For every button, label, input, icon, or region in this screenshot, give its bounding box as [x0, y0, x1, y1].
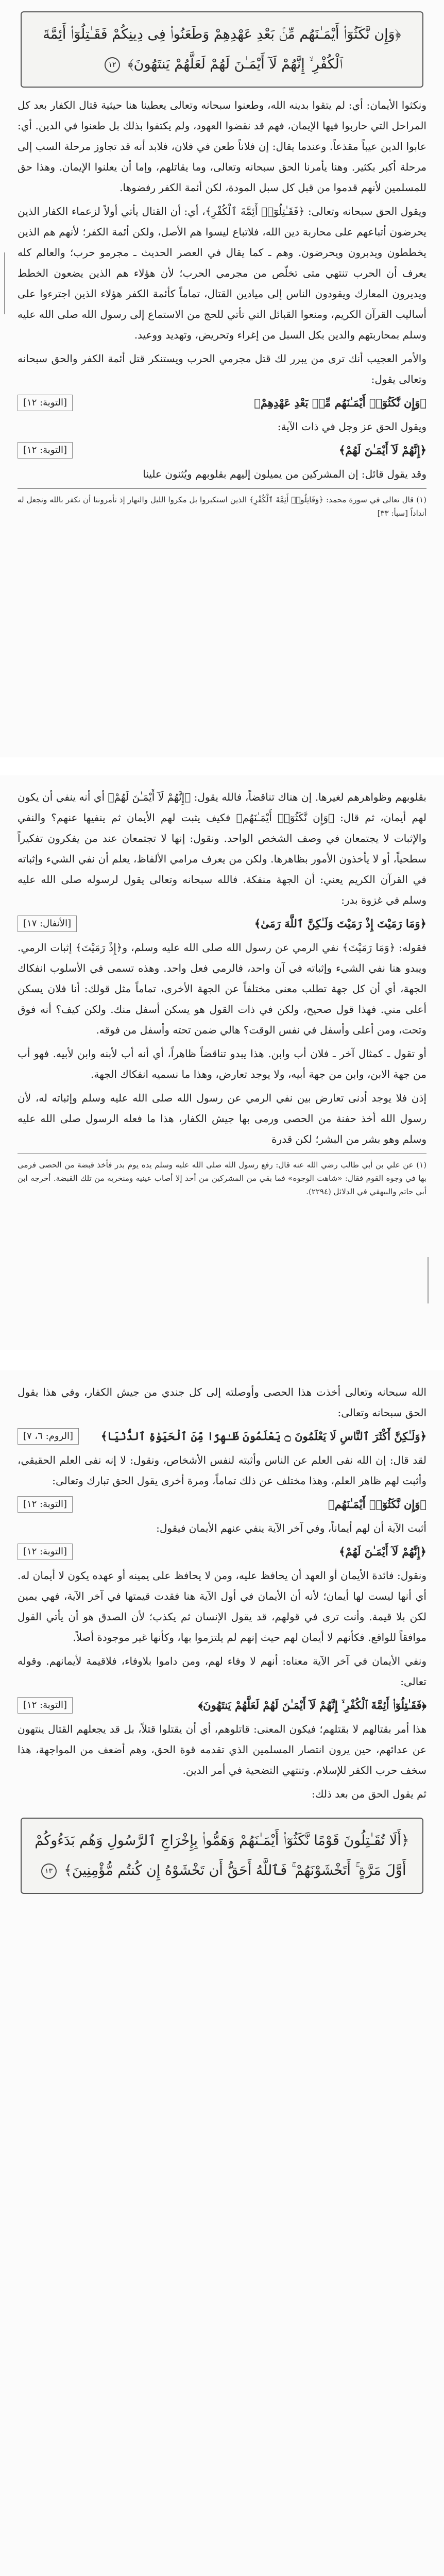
book-page-3 — [0, 1370, 444, 2576]
margin-mark — [428, 1257, 429, 1303]
paragraph: بقلوبهم وظواهرهم لغيرها. إن هناك تناقضاً، فالله يقول: ﴿إِنَّهُمْ لَآ أَيْمَـٰنَ لَهُمْ﴾ أي أنه ينفي أن يكون لهم أيمان، ثم قال: ﴿وَإِن نَّكَثُوٓا۟ أَيْمَـٰنَهُم﴾ فكيف يثبت لهم الأيمان ثم ينفيها عنهم؟ والنفي والإثبات لا يجتمعان في وصف الشخص الواحد. ونقول: إنها لا تجتمعان عند من يفكرون تفكيراً سطحياً، أو لا يأخذون الأمور بظاهرها. ولكن من يعرف مرامي الألفاظ، يعلم أن نفي الشيء وإثباته في القرآن الكريم يعني: أن الجهة منفكة. فالله سبحانه وتعالى يقول لرسوله صلى الله عليه وسلم في غزوة بدر: — [18, 791, 426, 906]
paragraph: الله سبحانه وتعالى أخذت هذا الحصى وأوصلته إلى كل جندي من جيش الكفار، وفي هذا يقول الحق سبحانه وتعالى: — [18, 1386, 426, 1419]
quote-reference: [التوبة: ١٢] — [18, 442, 73, 459]
quote-text: ﴿إِنَّهُمْ لَآ أَيْمَـٰنَ لَهُمْ﴾ — [339, 444, 426, 456]
quote-row — [18, 1494, 426, 1515]
paragraph: أو تقول ـ كمثال آخر ـ فلان أب وابن. هذا يبدو تناقضاً ظاهراً، أي أنه أب لأبنه وابن لأبيه. فهو أب من جهة الابن، وابن من جهة أبيه، ولا يوجد تعارض، وهذا ما نسميه انفكاك الجهة. — [18, 1047, 426, 1080]
quote-reference: [التوبة: ١٢] — [18, 1544, 73, 1560]
verse-number-ornament: ١٣ — [41, 1863, 57, 1879]
paragraph: ويقول الحق سبحانه وتعالى: ﴿فَقَـٰتِلُوٓا۟ أَئِمَّةَ ٱلْكُفْرِ﴾، أي: أن القتال يأتي أولاً لزعماء الكفار الذين يحرضون أتباعهم على محاربة دين الله، فلاتباع ليسوا هم الأصل، ولكن أئمة الكفر؛ لأنهم هم الذين يخططون ويدبرون ويحرضون. وهم ـ كما يقال في العصر الحديث ـ مجرمو حرب؛ والعالم كله يعرف أن الحرب تنتهي متى تخلّص من مجرمي الحرب؛ لأن هؤلاء هم الذين يضعون الخطط ويديرون المعارك ويقودون الناس إلى ميادين القتال، تماماً كأئمة الكفر هؤلاء الذين اجترءوا على أساليب القرآن الكريم، ومنعوا القبائل التي تأتي للحج من الاستماع إلى رسول الله صلى الله عليه وسلم بمحاربتهم والدين بكل السبل من إغراء وتحريض، وتهديد ووعيد. — [18, 205, 426, 341]
book-page-2 — [0, 775, 444, 1350]
paragraph: ونفي الأيمان في آخر الآية معناه: أنهم لا وفاء لهم، ومن داموا بلاوفاء، فلاقيمة لأيمانهم. وقوله تعالى: — [18, 1655, 426, 1688]
paragraph: لقد قال: إن الله نفى العلم عن الناس وأثبته لنفس الأشخاص، ونقول: لا إنه نفى العلم الحقيقي، وأثبت لهم ظاهر العلم، وهذا مختلف عن ذلك تماماً، ومرة أخرى يقول الحق تبارك وتعالى: — [18, 1454, 426, 1487]
quote-text: ﴿فَقَـٰتِلُوٓا۟ أَئِمَّةَ ٱلْكُفْرِ ۙ إِنَّهُمْ لَآ أَيْمَـٰنَ لَهُمْ لَعَلَّهُمْ يَنتَهُونَ﴾ — [198, 1699, 426, 1711]
footnote: (١) قال تعالى في سورة محمد: ﴿وَقَاتِلُوا۟ أَئِمَّةَ ٱلْكُفْرِ﴾ الذين استكبروا بل مكروا الليل والنهار إذ تأمروننا أن نكفر بالله ونجعل له أنداداً [سبأ: ٣٣] — [18, 495, 426, 518]
quote-reference: [التوبة: ١٢] — [18, 1697, 73, 1714]
quote-row — [18, 393, 426, 413]
quote-row — [18, 440, 426, 461]
page-body — [0, 1370, 444, 1804]
paragraph: وقد يقول قائل: إن المشركين من يميلون إليهم بقلوبهم ويُثنون علينا — [143, 468, 426, 480]
quote-row — [18, 913, 426, 934]
book-page-1 — [0, 0, 444, 757]
verse-banner — [21, 11, 423, 88]
page-body — [0, 95, 444, 484]
quote-text: ﴿وَإِن نَّكَثُوٓا۟ أَيْمَـٰنَهُم مِّنۢ بَعْدِ عَهْدِهِمْ﴾ — [254, 396, 426, 409]
paragraph: إذن فلا يوجد أدنى تعارض بين نفي الرمي عن رسول الله صلى الله عليه وسلم وإثباته له، لأن رسول الله أخذ حفنة من الحصى ورمى بها جيش الكفار، هذا ما فعله الرسول صلى الله عليه وسلم وهو بشر من البشر؛ لكن قدرة — [18, 1092, 426, 1145]
quote-text: ﴿وَإِن نَّكَثُوٓا۟ أَيْمَـٰنَهُم﴾ — [328, 1498, 426, 1511]
verse-text: ﴿أَلَا تُقَـٰتِلُونَ قَوْمًا نَّكَثُوٓا۟ أَيْمَـٰنَهُمْ وَهَمُّوا۟ بِإِخْرَاجِ ٱلرَّسُولِ وَهُم بَدَءُوكُمْ أَوَّلَ مَرَّةٍ ۚ أَتَخْشَوْنَهُمْ ۚ فَٱللَّهُ أَحَقُّ أَن تَخْشَوْهُ إِن كُنتُم مُّؤْمِنِينَ﴾ — [35, 1833, 409, 1878]
quote-reference: [التوبة: ١٢] — [18, 395, 73, 411]
page-separator — [0, 757, 444, 775]
paragraph: ويقول الحق عز وجل في ذات الآية: — [277, 420, 426, 433]
paragraph: فقوله: ﴿وَمَا رَمَيْتَ﴾ نفي الرمي عن رسول الله صلى الله عليه وسلم، و﴿إِذْ رَمَيْتَ﴾ إثبات الرمي. ويبدو هنا نفي الشيء وإثباته في آن واحد، فالرمي فعل واحد. وهذه تسمى في الأسلوب انفكاك الجهة، أي أن كل جهة تطلب معنى مختلفاً عن الجهة الأخرى، تماماً مثل قولك: أنا فلان يسكن أعلى مني. فهذا قول صحيح، ولكن في ذات القول هو يسكن أسفل منك. ولكن كيف؟ أنه فوق وتحت، ومن أعلى وأسفل في نفس الوقت؟ هالي ضمن تحته وأسفل من فوقه. — [18, 941, 427, 1036]
margin-mark — [4, 252, 5, 314]
quote-text: ﴿وَلَـٰكِنَّ أَكْثَرَ ٱلنَّاسِ لَا يَعْلَمُونَ ۝ يَعْلَمُونَ ظَـٰهِرًا مِّنَ ٱلْحَيَوٰةِ ٱلدُّنْيَا﴾ — [100, 1430, 426, 1443]
verse-number-ornament: ١٢ — [105, 57, 120, 73]
paragraph: ونكثوا الأيمان: أي: لم يتقوا بدينه الله، وطعنوا سبحانه وتعالى يعطينا هنا حيثية قتال الكفار بعد كل المراحل التي حاربوا فيها الإيمان، فهم قد نقضوا العهود، ولم يكتفوا بذلك بل طعنوا في الدين. أي: عابوا الدين عيباً مقذعاً. وعندما يقال: إن فلاناً طعن في فلان، فلابد أنه قد تجاوز مرحلة السب إلى مرحلة أكبر بكثير. وهنا يأمرنا الحق سبحانه وتعالى، وما يقاتلهم، وإما أن يعلنوا الإيمان. وهذا حق للمسلمين لأنهم قدموا من قبل كل سبل المودة، لكن أئمة الكفر رفضوها. — [18, 99, 426, 194]
footnote: (١) عن علي بن أبي طالب رضي الله عنه قال: رفع رسول الله صلى الله عليه وسلم يده يوم بدر فأخذ قبضة من الحصى فرمى بها في وجوه القوم فقال: «شاهت الوجوه» فما بقي من المشركين من أحد إلا أصاب عينيه ومنخريه من تلك القبضة. أخرجه ابن أبي حاتم والبيهقي في الدلائل (٢٢٩٤). — [18, 1160, 426, 1196]
page-separator — [0, 1350, 444, 1370]
paragraph: ثم يقول الحق من بعد ذلك: — [312, 1788, 426, 1800]
verse-banner — [21, 1818, 423, 1894]
quote-reference: [الروم: ٦، ٧] — [18, 1428, 79, 1445]
paragraph: والأمر العجيب أنك ترى من يبرر لك قتل مجرمي الحرب ويستنكر قتل أئمة الكفر والحق سبحانه وتعالى يقول: — [18, 352, 426, 385]
page-body — [0, 775, 444, 1149]
paragraph: هذا أمر بقتالهم لا بقتلهم؛ فيكون المعنى: قاتلوهم، أي أن يقتلوا قتلاً، بل قد يجعلهم القتال ينتهون عن عدائهم، حين يرون انتصار المسلمين الذي تقدمه قوة الحق، وهم أضعف من المواجهة، هذا سخف حرب الكفر للإسلام. وتنتهي التضحية في أمر الدين. — [18, 1723, 426, 1776]
paragraph: أثبت الآية أن لهم أيماناً، وفي آخر الآية ينفي عنهم الأيمان فيقول: — [156, 1522, 426, 1534]
verse-text: ﴿وَإِن نَّكَثُوٓا۟ أَيْمَـٰنَهُم مِّنۢ بَعْدِ عَهْدِهِمْ وَطَعَنُوا۟ فِى دِينِكُمْ فَقَـٰتِلُوٓا۟ أَئِمَّةَ ٱلْكُفْرِ ۙ إِنَّهُمْ لَآ أَيْمَـٰنَ لَهُمْ لَعَلَّهُمْ يَنتَهُونَ﴾ — [43, 26, 401, 72]
quote-text: ﴿إِنَّهُمْ لَآ أَيْمَـٰنَ لَهُمْ﴾ — [339, 1545, 426, 1558]
quote-row — [18, 1541, 426, 1562]
quote-reference: [التوبة: ١٢] — [18, 1496, 73, 1513]
footnote-divider — [18, 488, 426, 489]
quote-text: ﴿وَمَا رَمَيْتَ إِذْ رَمَيْتَ وَلَـٰكِنَّ ٱللَّهَ رَمَىٰ﴾ — [254, 917, 426, 930]
quote-reference: [الأنفال: ١٧] — [18, 916, 77, 932]
quote-row — [18, 1426, 426, 1447]
paragraph: ونقول: فائدة الأيمان أو العهد أن يحافظ عليه، ومن لا يحافظ على يمينه أو عهده يكون لا أيمان له. أي أنها ليست لها أيمان؛ لأنه أن الأيمان في أول الآية هنا فقدت قيمتها في آخر الآية، فهي يمين لكن بلا قيمة. وأنت ترى في قولهم، قد يقول الإنسان ثم يكذب؛ لأن الصدق هو أن يأتي القول موافقاً للواقع. فكأنهم لا أيمان لهم حيث إنهم لم يلتزموا بها، وكأنها غير موجودة أصلاً. — [18, 1569, 426, 1643]
quote-row — [18, 1695, 426, 1716]
